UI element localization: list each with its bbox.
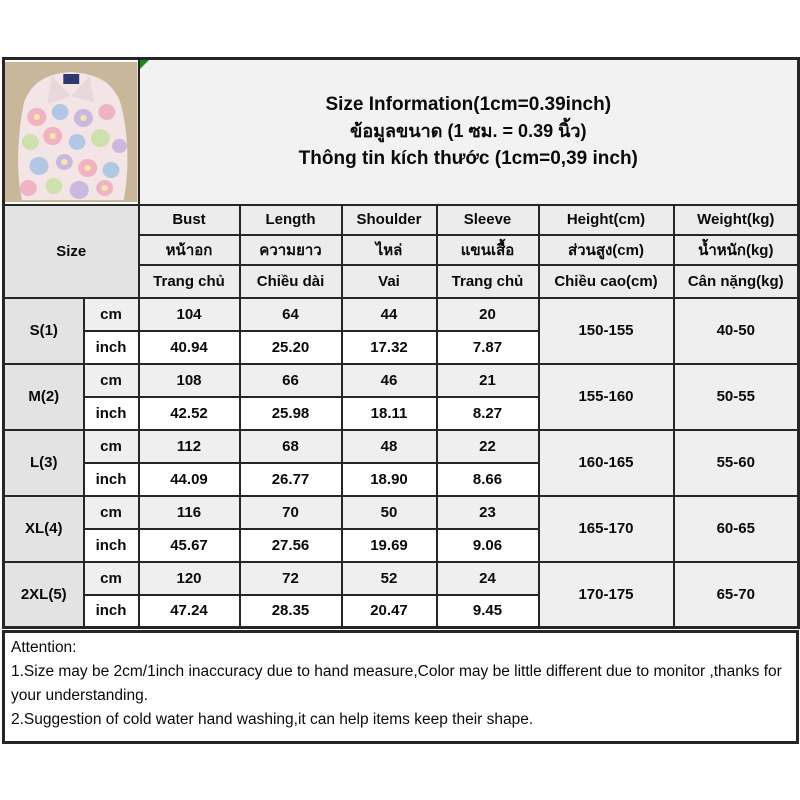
size-table [2,57,800,629]
cell-bust-inch: 47.24 [139,595,240,628]
cell-sleeve-cm: 22 [437,430,539,463]
col-header-bust-th: หน้าอก [139,235,240,265]
cell-sleeve-cm: 23 [437,496,539,529]
size-label-2xl: 2XL(5) [4,562,84,628]
cell-weight-range: 55-60 [674,430,799,496]
cell-height-range: 155-160 [539,364,674,430]
table-row [4,562,799,595]
col-header-weight-en: Weight(kg) [674,205,799,235]
col-header-height-en: Height(cm) [539,205,674,235]
cell-bust-inch: 45.67 [139,529,240,562]
unit-label: inch [84,397,139,430]
attention-note [2,630,799,744]
cell-shoulder-inch: 18.90 [342,463,437,496]
table-row [4,364,799,397]
col-header-shoulder-vi: Vai [342,265,437,298]
cell-weight-range: 65-70 [674,562,799,628]
unit-label: cm [84,496,139,529]
cell-shoulder-cm: 50 [342,496,437,529]
col-header-weight-vi: Cân nặng(kg) [674,265,799,298]
table-row [4,430,799,463]
col-header-length-th: ความยาว [240,235,342,265]
unit-label: cm [84,562,139,595]
cell-bust-cm: 116 [139,496,240,529]
cell-length-cm: 70 [240,496,342,529]
cell-length-cm: 66 [240,364,342,397]
title-vietnamese: Thông tin kích thước (1cm=0,39 inch) [298,148,638,170]
cell-shoulder-inch: 18.11 [342,397,437,430]
col-header-shoulder-th: ไหล่ [342,235,437,265]
cell-sleeve-cm: 21 [437,364,539,397]
cell-sleeve-inch: 9.06 [437,529,539,562]
col-header-bust-en: Bust [139,205,240,235]
attention-line-1: 1.Size may be 2cm/1inch inaccuracy due to hand measure,Color may be little different due to monitor ,thanks for your understanding. [11,663,782,704]
cell-sleeve-inch: 7.87 [437,331,539,364]
col-header-height-vi: Chiều cao(cm) [539,265,674,298]
cell-bust-cm: 112 [139,430,240,463]
col-header-length-vi: Chiều dài [240,265,342,298]
cell-weight-range: 60-65 [674,496,799,562]
size-label-m: M(2) [4,364,84,430]
cell-sleeve-inch: 9.45 [437,595,539,628]
cell-sleeve-inch: 8.66 [437,463,539,496]
cell-shoulder-inch: 20.47 [342,595,437,628]
col-header-bust-vi: Trang chủ [139,265,240,298]
size-label-xl: XL(4) [4,496,84,562]
cell-bust-inch: 42.52 [139,397,240,430]
cell-bust-cm: 120 [139,562,240,595]
cell-shoulder-cm: 46 [342,364,437,397]
cell-sleeve-inch: 8.27 [437,397,539,430]
cell-bust-cm: 108 [139,364,240,397]
col-header-sleeve-vi: Trang chủ [437,265,539,298]
col-header-height-th: ส่วนสูง(cm) [539,235,674,265]
unit-label: cm [84,298,139,331]
floral-shirt-photo [5,62,138,202]
cell-corner-flag-icon [140,60,149,69]
size-label-s: S(1) [4,298,84,364]
unit-label: inch [84,529,139,562]
cell-height-range: 160-165 [539,430,674,496]
unit-label: cm [84,364,139,397]
cell-length-cm: 72 [240,562,342,595]
cell-shoulder-inch: 17.32 [342,331,437,364]
cell-length-inch: 28.35 [240,595,342,628]
title-cell [139,59,799,205]
cell-weight-range: 50-55 [674,364,799,430]
cell-bust-cm: 104 [139,298,240,331]
cell-length-cm: 68 [240,430,342,463]
attention-line-2: 2.Suggestion of cold water hand washing,it can help items keep their shape. [11,711,534,728]
cell-height-range: 150-155 [539,298,674,364]
size-label-l: L(3) [4,430,84,496]
size-column-header: Size [4,205,139,298]
cell-sleeve-cm: 20 [437,298,539,331]
col-header-shoulder-en: Shoulder [342,205,437,235]
cell-length-inch: 27.56 [240,529,342,562]
cell-weight-range: 40-50 [674,298,799,364]
table-row [4,496,799,529]
title-english: Size Information(1cm=0.39inch) [325,94,612,116]
cell-sleeve-cm: 24 [437,562,539,595]
cell-length-inch: 25.98 [240,397,342,430]
cell-bust-inch: 44.09 [139,463,240,496]
col-header-weight-th: น้ำหนัก(kg) [674,235,799,265]
unit-label: inch [84,595,139,628]
cell-length-inch: 25.20 [240,331,342,364]
cell-bust-inch: 40.94 [139,331,240,364]
cell-length-inch: 26.77 [240,463,342,496]
cell-shoulder-cm: 52 [342,562,437,595]
unit-label: inch [84,463,139,496]
cell-shoulder-cm: 48 [342,430,437,463]
cell-shoulder-cm: 44 [342,298,437,331]
attention-title: Attention: [11,639,77,656]
cell-height-range: 170-175 [539,562,674,628]
unit-label: inch [84,331,139,364]
unit-label: cm [84,430,139,463]
cell-shoulder-inch: 19.69 [342,529,437,562]
col-header-sleeve-th: แขนเสื้อ [437,235,539,265]
col-header-length-en: Length [240,205,342,235]
table-row [4,298,799,331]
cell-height-range: 165-170 [539,496,674,562]
title-thai: ข้อมูลขนาด (1 ซม. = 0.39 นิ้ว) [350,121,587,142]
cell-length-cm: 64 [240,298,342,331]
product-photo-cell [4,59,139,205]
col-header-sleeve-en: Sleeve [437,205,539,235]
